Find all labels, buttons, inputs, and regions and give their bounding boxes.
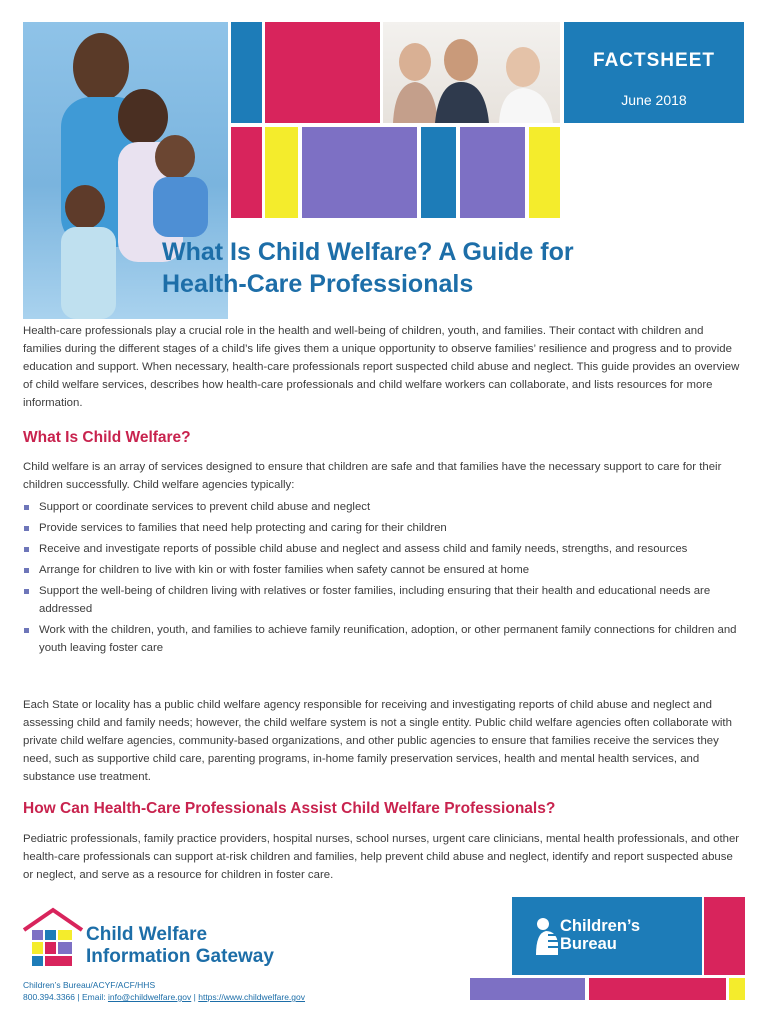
separator: | (77, 992, 80, 1002)
bureau-line2: Bureau (560, 935, 617, 953)
bullet-marker (24, 526, 29, 531)
section1-lead: Child welfare is an array of services designed to ensure that children are safe and that families have the necessary support to care for their children successfully. Child welfare agencies typically: (23, 461, 722, 491)
collage-yellow-tile (265, 127, 298, 218)
list-item: Work with the children, youth, and families to achieve family reunification, adoption, or other permanent family connections for children and youth leaving foster care (23, 621, 743, 657)
collage-blue-tile (231, 22, 262, 123)
bullet-marker (24, 628, 29, 633)
footer-pink-bar-2 (589, 978, 726, 1000)
page-title-line2: Health-Care Professionals (162, 270, 474, 298)
factsheet-label: FACTSHEET (593, 50, 715, 71)
bullet-marker (24, 547, 29, 552)
intro-paragraph: Health-care professionals play a crucial role in the health and well-being of children, youth, and families. Their contact with children and families during the different stages of a child’s life gives them a unique opportunity to observe families’ resilience and progress and to provide education and support. When necessary, health-care professionals report suspected child abuse and neglect. This guide provides an overview of child welfare services, describes how health-care professionals and child welfare workers can collaborate, and lists resources for more information. (23, 325, 740, 409)
services-bullet-list (23, 498, 743, 660)
footer-yellow-bar (729, 978, 745, 1000)
collage-blue-tile-2 (421, 127, 456, 218)
footer-pink-bar (704, 897, 745, 975)
bureau-name (560, 917, 640, 953)
website-link[interactable]: https://www.childwelfare.gov (198, 992, 306, 1002)
bullet-marker (24, 505, 29, 510)
org-name: Children’s Bureau/ACYF/ACF/HHS (23, 980, 156, 990)
list-item: Receive and investigate reports of possible child abuse and neglect and assess child and family needs, strengths, and resources (23, 540, 743, 558)
list-item: Support or coordinate services to prevent child abuse and neglect (23, 498, 743, 516)
collage-pink-tile (265, 22, 380, 123)
phone-number: 800.394.3366 (23, 992, 75, 1002)
bureau-emblem-icon (534, 915, 560, 955)
collage-purple-tile (302, 127, 417, 218)
childrens-bureau-logo (512, 897, 702, 975)
list-item: Support the well-being of children living with relatives or foster families, including ensuring that their health and educational needs are addressed (23, 582, 743, 618)
logo-line2: Information Gateway (86, 946, 274, 967)
house-logo-icon (22, 906, 84, 968)
section1-closing: Each State or locality has a public child welfare agency responsible for receiving and investigating reports of child abuse and neglect and assessing child and family needs; however, the child welfare system is not a single entity. Public child welfare agencies often collaborate with private child welfare agencies, community-based organizations, and other public agencies to ensure that families receive the services they need, such as supportive child care, parenting programs, in-home family preservation services, health and mental health services, and substance use treatment. (23, 699, 732, 783)
collage-pink-tile-2 (231, 127, 262, 218)
factsheet-box (564, 22, 744, 123)
logo-line1: Child Welfare (86, 924, 208, 945)
footer-purple-bar (470, 978, 585, 1000)
contact-line (23, 992, 305, 1002)
bureau-line1: Children’s (560, 917, 641, 935)
section-heading-child-welfare: What Is Child Welfare? (23, 429, 191, 446)
section2-body: Pediatric professionals, family practice providers, hospital nurses, school nurses, urgent care clinicians, mental health professionals, and other health-care professionals can support at-risk children and families, help prevent child abuse and neglect, identify and report suspected abuse or neglect, and serve as a resource for children in foster care. (23, 833, 740, 881)
collage-yellow-tile-2 (529, 127, 560, 218)
email-label: Email: (81, 992, 106, 1002)
bullet-marker (24, 568, 29, 573)
list-item: Arrange for children to live with kin or with foster families when safety cannot be ensured at home (23, 561, 743, 579)
separator: | (193, 992, 196, 1002)
list-item: Provide services to families that need help protecting and caring for their children (23, 519, 743, 537)
publication-date: June 2018 (621, 92, 687, 108)
page-title (162, 236, 722, 300)
bullet-marker (24, 589, 29, 594)
collage-purple-tile-2 (460, 127, 525, 218)
email-link[interactable]: info@childwelfare.gov (107, 992, 192, 1002)
section-heading-assist: How Can Health-Care Professionals Assist Child Welfare Professionals? (23, 800, 556, 817)
professionals-photo (383, 22, 560, 123)
page-title-line1: What Is Child Welfare? A Guide for (162, 238, 574, 266)
